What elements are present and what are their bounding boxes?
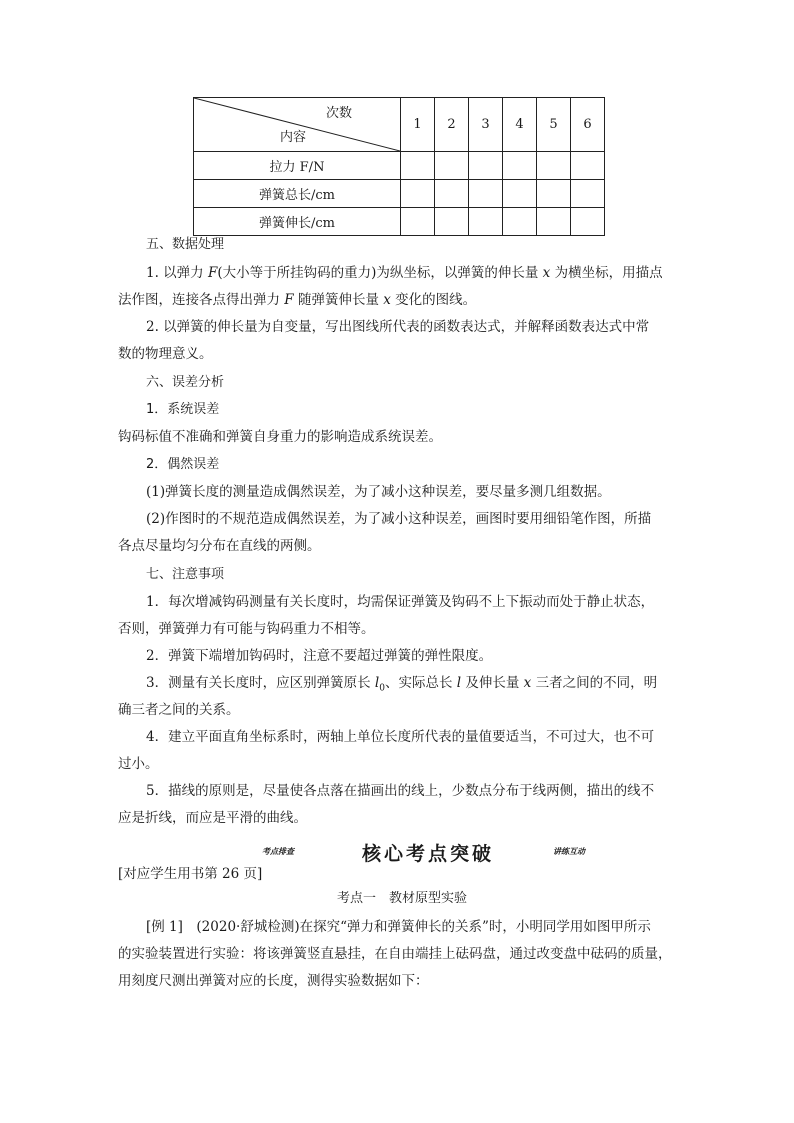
example-line1: [例 1] (2020·舒城检测)在探究“弹力和弹簧伸长的关系”时，小明同学用如图甲所示 (146, 919, 651, 935)
table-cell (435, 152, 469, 180)
section7-note5-line1: 5．描线的原则是，尽量使各点落在描画出的线上，少数点分布于线两侧，描出的线不 (146, 783, 655, 799)
example-line2: 的实验装置进行实验：将该弹簧竖直悬挂，在自由端挂上砝码盘，通过改变盘中砝码的质量， (118, 946, 672, 962)
var-l: l (456, 675, 462, 691)
table-header-row (194, 98, 605, 152)
var-x: x (383, 292, 391, 308)
diagonal-header-cell (194, 98, 401, 152)
kaodian-title: 考点一 教材原型实验 (337, 891, 468, 906)
text: 及伸长量 (461, 675, 524, 691)
section6-sub2-p2-line1: (2)作图时的不规范造成偶然误差，为了减小这种误差，画图时要用细铅笔作图，所描 (146, 511, 652, 527)
table-cell (469, 180, 503, 208)
table-cell (571, 152, 605, 180)
table-row (194, 180, 605, 208)
table-cell (571, 180, 605, 208)
banner-right-label: 讲练互动 (553, 846, 585, 856)
text: 为横坐标，用描点 (550, 265, 663, 281)
table-cell (401, 152, 435, 180)
section7-note4-line1: 4．建立平面直角坐标系时，两轴上单位长度所代表的量值要适当，不可过大，也不可 (146, 729, 655, 745)
table-row (194, 152, 605, 180)
section6-sub2: 2．偶然误差 (146, 457, 220, 472)
experiment-table (193, 97, 605, 236)
section6-sub1: 1．系统误差 (146, 402, 220, 417)
table-cell (401, 180, 435, 208)
example-line3: 用刻度尺测出弹簧对应的长度，测得实验数据如下： (118, 973, 429, 989)
column-header: 6 (571, 98, 605, 152)
section5-p1-line2 (118, 291, 476, 309)
section6-sub1-text: 钩码标值不准确和弹簧自身重力的影响造成系统误差。 (118, 429, 442, 445)
table-cell (401, 208, 435, 236)
header-bottom-label: 内容 (280, 130, 307, 145)
section5-heading: 五、数据处理 (146, 237, 225, 252)
table-cell (537, 180, 571, 208)
text: 变化的图线。 (390, 292, 477, 308)
section7-note2: 2．弹簧下端增加钩码时，注意不要超过弹簧的弹性限度。 (146, 648, 493, 664)
table-cell (435, 208, 469, 236)
table-row (194, 208, 605, 236)
section7-note3-line1 (146, 674, 657, 698)
section7-note1-line2: 否则，弹簧弹力有可能与钩码重力不相等。 (118, 621, 375, 637)
section6-sub2-p2-line2: 各点尽量均匀分布在直线的两侧。 (118, 538, 321, 554)
section7-heading: 七、注意事项 (146, 567, 225, 582)
subscript-0: 0 (379, 683, 385, 694)
column-header: 4 (503, 98, 537, 152)
var-x: x (523, 675, 532, 691)
section5-p2-line1: 2. 以弹簧的伸长量为自变量，写出图线所代表的函数表达式，并解释函数表达式中常 (146, 319, 650, 335)
text: 随弹簧伸长量 (293, 292, 384, 308)
table-cell (503, 180, 537, 208)
section6-sub2-p1: (1)弹簧长度的测量造成偶然误差，为了减小这种误差，要尽量多测几组数据。 (146, 484, 611, 500)
text: 三者之间的不同，明 (531, 675, 658, 691)
var-l0: l (374, 675, 380, 691)
column-header: 5 (537, 98, 571, 152)
row-label: 拉力 F/N (194, 152, 401, 180)
table-cell (537, 152, 571, 180)
table-cell (503, 208, 537, 236)
text: 1. 以弹力 (146, 265, 208, 281)
section7-note4-line2: 过小。 (118, 756, 159, 772)
text: (大小等于所挂钩码的重力)为纵坐标，以弹簧的伸长量 (217, 265, 543, 281)
banner-left-label: 考点排查 (262, 846, 294, 856)
table-cell (469, 208, 503, 236)
table-cell (571, 208, 605, 236)
var-x: x (542, 265, 551, 281)
column-header: 2 (435, 98, 469, 152)
text: 3．测量有关长度时，应区别弹簧原长 (146, 675, 375, 691)
section5-p2-line2: 数的物理意义。 (118, 346, 213, 362)
table-cell (503, 152, 537, 180)
table-cell (537, 208, 571, 236)
header-top-label: 次数 (325, 106, 352, 121)
banner-title: 核心考点突破 (362, 843, 495, 865)
column-header: 1 (401, 98, 435, 152)
row-label: 弹簧总长/cm (194, 180, 401, 208)
section7-note3-line2: 确三者之间的关系。 (118, 702, 240, 718)
column-header: 3 (469, 98, 503, 152)
book-reference: [对应学生用书第 26 页] (118, 866, 263, 882)
var-F: F (284, 292, 294, 308)
section5-p1-line1 (146, 264, 663, 282)
table-cell (435, 180, 469, 208)
text: 法作图，连接各点得出弹力 (118, 292, 285, 308)
section7-note1-line1: 1．每次增减钩码测量有关长度时，均需保证弹簧及钩码不上下振动而处于静止状态， (146, 594, 655, 610)
var-F: F (207, 265, 218, 281)
section6-heading: 六、误差分析 (146, 375, 225, 390)
row-label: 弹簧伸长/cm (194, 208, 401, 236)
text: 、实际总长 (384, 675, 457, 691)
section7-note5-line2: 应是折线，而应是平滑的曲线。 (118, 810, 307, 826)
table-cell (469, 152, 503, 180)
